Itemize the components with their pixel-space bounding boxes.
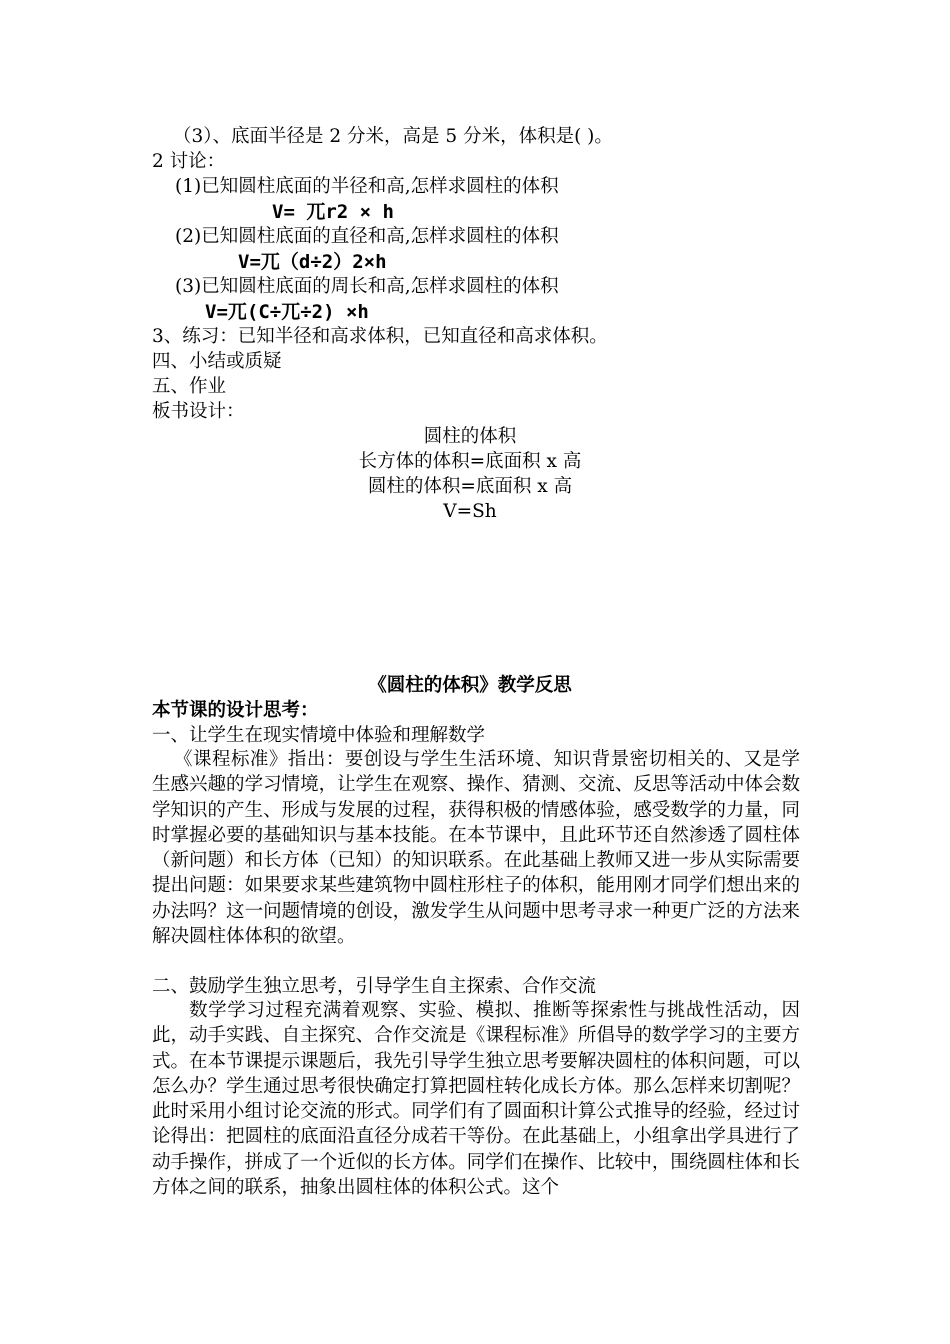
discussion-item-1: (1)已知圆柱底面的半径和高,怎样求圆柱的体积 [175, 176, 559, 197]
board-title: 圆柱的体积 [423, 426, 517, 447]
board-line-1: 长方体的体积=底面积 x 高 [358, 451, 582, 472]
reflection-subtitle: 本节课的设计思考： [152, 700, 319, 721]
question-3: （3）、底面半径是 2 分米，高是 5 分米，体积是( )。 [173, 126, 613, 147]
discussion-item-2: (2)已知圆柱底面的直径和高,怎样求圆柱的体积 [175, 226, 559, 247]
formula-3: V=兀(C÷兀÷2) ×h [205, 301, 369, 323]
paragraph-1: 《课程标准》指出：要创设与学生生活环境、知识背景密切相关的、又是学生感兴趣的学习情境，让学生在观察、操作、猜测、交流、反思等活动中体会数学知识的产生、形成与发展的过程，获得积极的情感体验，感受数学的力量，同时掌握必要的基础知识与基本技能。在本节课中，且此环节还自然渗透了圆柱体（新问题）和长方体（已知）的知识联系。在此基础上教师又进一步从实际需要提出问题：如果要求某些建筑物中圆柱形柱子的体积，能用刚才同学们想出来的办法吗？这一问题情境的创设，激发学生从问题中思考寻求一种更广泛的方法来解决圆柱体体积的欲望。 [152, 749, 800, 948]
practice-line: 3、练习：已知半径和高求体积，已知直径和高求体积。 [152, 326, 608, 347]
section-heading-1: 一、让学生在现实情境中体验和理解数学 [152, 725, 486, 746]
board-design-heading: 板书设计： [152, 401, 245, 422]
summary-line: 四、小结或质疑 [152, 351, 282, 372]
formula-2: V=兀（d÷2）2×h [238, 251, 387, 273]
reflection-title: 《圆柱的体积》教学反思 [368, 675, 572, 696]
discussion-heading: 2 讨论： [152, 151, 226, 172]
discussion-item-3: (3)已知圆柱底面的周长和高,怎样求圆柱的体积 [175, 276, 559, 297]
formula-1: V= 兀r2 × h [272, 201, 394, 223]
section-heading-2: 二、鼓励学生独立思考，引导学生自主探索、合作交流 [152, 976, 597, 997]
paragraph-2: 数学学习过程充满着观察、实验、模拟、推断等探索性与挑战性活动，因此，动手实践、自主探究、合作交流是《课程标准》所倡导的数学学习的主要方式。在本节课提示课题后，我先引导学生独立思考要解决圆柱的体积问题，可以怎么办？学生通过思考很快确定打算把圆柱转化成长方体。那么怎样来切割呢？此时采用小组讨论交流的形式。同学们有了圆面积计算公式推导的经验，经过讨论得出：把圆柱的底面沿直径分成若干等份。在此基础上，小组拿出学具进行了动手操作，拼成了一个近似的长方体。同学们在操作、比较中，围绕圆柱体和长方体之间的联系，抽象出圆柱体的体积公式。这个 [152, 1000, 800, 1199]
board-line-2: 圆柱的体积=底面积 x 高 [367, 476, 573, 497]
homework-line: 五、作业 [152, 376, 227, 397]
board-line-3: V=Sh [443, 501, 497, 522]
